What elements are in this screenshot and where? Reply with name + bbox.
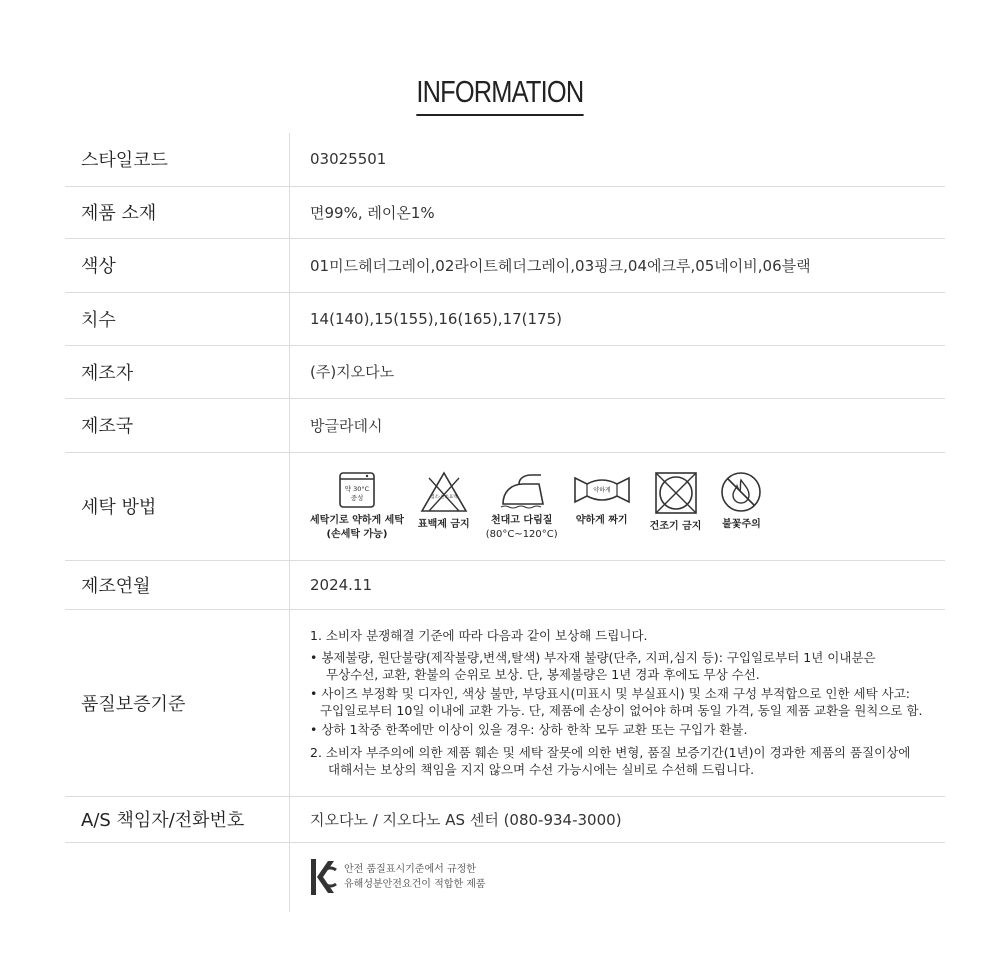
wring-icon — [572, 470, 632, 510]
row-country — [65, 398, 945, 452]
bleach-tag: 염소·산소표백 — [430, 495, 458, 500]
row-color — [65, 238, 945, 292]
iron-icon — [497, 470, 547, 510]
care-caption-line: (80°C~120°C) — [485, 529, 558, 540]
care-fire — [719, 470, 763, 532]
machine-wash-icon — [337, 470, 377, 510]
row-maker — [65, 345, 945, 398]
row-as — [65, 796, 945, 842]
row-label: 치수 — [65, 292, 290, 345]
quality-cell — [290, 609, 946, 796]
no-bleach-icon — [419, 470, 469, 514]
row-label: 제조연월 — [65, 560, 290, 609]
care-iron — [486, 470, 558, 542]
row-label: 제조국 — [65, 398, 290, 452]
row-label: 세탁 방법 — [65, 452, 290, 560]
quality-bullet-cont: 구입일로부터 10일 이내에 교환 가능. 단, 제품에 손상이 없어야 하며 동일 가격, 동일 제품 교환을 원칙으로 함. — [320, 703, 923, 718]
care-symbols — [310, 470, 945, 542]
kc-cell — [290, 842, 946, 912]
row-label: 스타일코드 — [65, 133, 290, 186]
care-caption — [486, 514, 558, 542]
row-value: (주)지오다노 — [290, 345, 946, 398]
row-kc — [65, 842, 945, 912]
care-caption — [310, 514, 404, 542]
care-dry — [650, 470, 702, 534]
row-value: 방글라데시 — [290, 398, 946, 452]
care-caption: 약하게 짜기 — [575, 515, 628, 526]
care-caption: 불꽃주의 — [722, 519, 761, 530]
info-table — [65, 133, 945, 912]
row-label: 색상 — [65, 238, 290, 292]
row-label-empty — [65, 842, 290, 912]
row-quality — [65, 609, 945, 796]
row-value: 01미드헤더그레이,02라이트헤더그레이,03핑크,04에크루,05네이비,06블랙 — [290, 238, 946, 292]
kc-text-line: 안전 품질표시기준에서 규정한 — [344, 864, 476, 876]
row-date — [65, 560, 945, 609]
quality-bullet: • 봉제불량, 원단불량(제작불량,변색,탈색) 부자재 불량(단추, 지퍼,심지 등): 구입일로부터 1년 이내분은 — [310, 650, 876, 665]
care-caption: 표백제 금지 — [417, 519, 470, 530]
care-bleach — [418, 470, 470, 532]
care-wash — [310, 470, 404, 542]
wring-tag: 약하게 — [592, 487, 611, 494]
row-label: A/S 책임자/전화번호 — [65, 796, 290, 842]
row-label: 제품 소재 — [65, 186, 290, 238]
wash-tag-temp: 약 30°C — [344, 485, 370, 493]
quality-bullet: • 상하 1착중 한쪽에만 이상이 있을 경우: 상하 한착 모두 교환 또는 구입가 환불. — [310, 722, 748, 737]
quality-item: 1. 소비자 분쟁해결 기준에 따라 다음과 같이 보상해 드립니다. — [310, 628, 648, 643]
care-caption-line: 세탁기로 약하게 세탁 — [310, 515, 404, 526]
row-material — [65, 186, 945, 238]
care-caption: 건조기 금지 — [649, 521, 702, 532]
row-style-code — [65, 133, 945, 186]
care-cell — [290, 452, 946, 560]
care-caption-line: 천대고 다림질 — [490, 515, 553, 526]
row-value: 14(140),15(155),16(165),17(175) — [290, 292, 946, 345]
row-wash — [65, 452, 945, 560]
care-wring — [572, 470, 632, 528]
quality-bullet-cont: 무상수선, 교환, 환불의 순위로 보상. 단, 봉제불량은 1년 경과 후에도 무상 수선. — [326, 667, 760, 682]
quality-item-cont: 대해서는 보상의 책임을 지지 않으며 수선 가능시에는 실비로 수선해 드립니다. — [328, 762, 755, 777]
kc-text-line: 유해성분안전요건이 적합한 제품 — [344, 879, 486, 891]
page-title: INFORMATION — [416, 72, 583, 116]
quality-text — [310, 627, 945, 778]
care-caption-line: (손세탁 가능) — [326, 529, 388, 540]
kc-text — [344, 862, 486, 892]
row-value: 03025501 — [290, 133, 946, 186]
no-fire-icon — [719, 470, 763, 514]
quality-item: 2. 소비자 부주의에 의한 제품 훼손 및 세탁 잘못에 의한 변형, 품질 보증기간(1년)이 경과한 제품의 품질이상에 — [310, 745, 911, 760]
row-value: 지오다노 / 지오다노 AS 센터 (080-934-3000) — [290, 796, 946, 842]
title-wrap — [0, 72, 1000, 116]
no-tumble-dry-icon — [653, 470, 699, 516]
row-label: 품질보증기준 — [65, 609, 290, 796]
row-size — [65, 292, 945, 345]
wash-tag-neutral: 중성 — [350, 494, 364, 502]
row-value: 면99%, 레이온1% — [290, 186, 946, 238]
kc-mark — [310, 858, 945, 896]
row-value: 2024.11 — [290, 560, 946, 609]
kc-mark-icon — [310, 858, 338, 896]
row-label: 제조자 — [65, 345, 290, 398]
quality-bullet: • 사이즈 부정확 및 디자인, 색상 불만, 부당표시(미표시 및 부실표시) 및 소재 구성 부적합으로 인한 세탁 사고: — [310, 686, 911, 701]
